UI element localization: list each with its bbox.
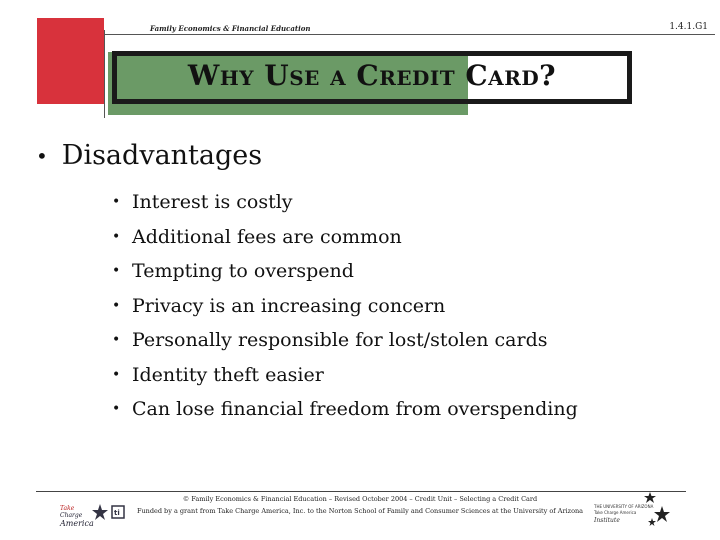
list-item: • Tempting to overspend [112,254,578,289]
list-item: • Can lose financial freedom from overspending [112,392,578,427]
svg-text:Charge: Charge [60,512,83,519]
svg-text:Take Charge America: Take Charge America [594,510,637,515]
sub-bullet-list [112,185,578,427]
svg-text:ti: ti [114,509,120,517]
bullet-icon: • [112,228,121,245]
bullet-icon: • [112,194,121,210]
red-accent-block [37,18,104,104]
list-item: • Interest is costly [112,185,578,220]
slide-title: Why Use a Credit Card? [187,59,557,92]
main-bullet-text: Disadvantages [61,140,263,171]
svg-text:America: America [60,519,94,528]
list-item: • Identity theft easier [112,358,578,393]
university-of-arizona-logo [592,492,682,532]
header-vertical-rule [104,30,105,118]
bullet-icon: • [36,143,48,168]
bullet-icon: • [112,401,121,417]
bullet-icon: • [112,263,121,279]
main-bullet [36,140,262,171]
slide-code: 1.4.1.G1 [669,22,708,32]
list-item: • Personally responsible for lost/stolen cards [112,323,578,358]
svg-text:THE UNIVERSITY OF ARIZONA: THE UNIVERSITY OF ARIZONA [594,504,654,509]
footer-funding: Funded by a grant from Take Charge America, Inc. to the Norton School of Family and Consumer Sciences at the University of Arizona [136,507,584,515]
bullet-icon: • [112,297,121,314]
footer-copyright: © Family Economics & Financial Education – Revised October 2004 – Credit Unit – Selecting a Credit Card [182,495,538,503]
svg-text:Take: Take [60,505,75,512]
bullet-icon: • [112,332,121,348]
footer-rule [36,491,686,492]
bullet-icon: • [112,366,121,383]
header-rule [104,34,715,35]
title-box [112,51,632,104]
list-item: • Privacy is an increasing concern [112,289,578,324]
course-header: Family Economics & Financial Education [150,24,311,33]
svg-text:Institute: Institute [594,517,620,524]
list-item: • Additional fees are common [112,220,578,255]
